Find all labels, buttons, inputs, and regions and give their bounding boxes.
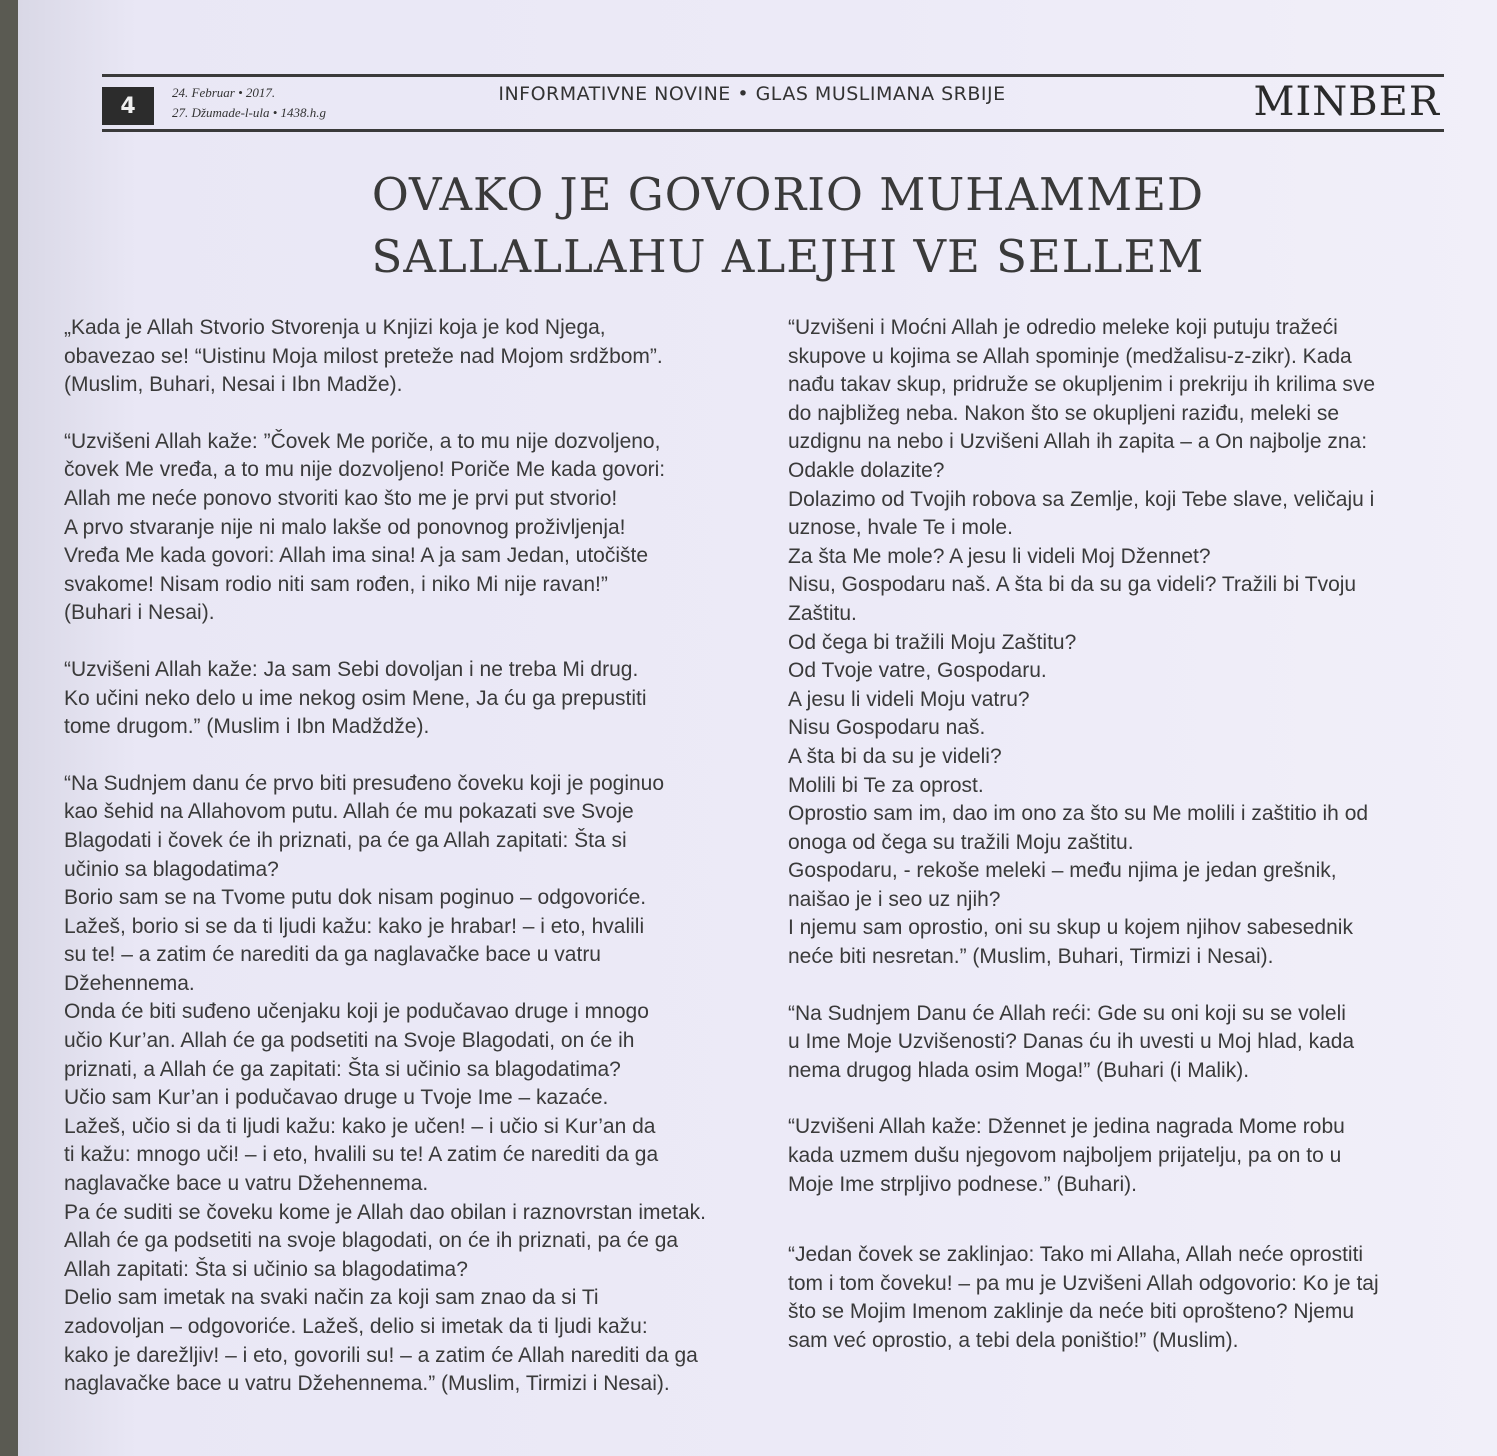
date-hijri: 27. Džumade-l-ula • 1438.h.g bbox=[172, 105, 327, 120]
masthead-tagline: INFORMATIVNE NOVINE • GLAS MUSLIMANA SRBIJE bbox=[498, 83, 1006, 105]
issue-date bbox=[172, 83, 392, 123]
date-gregorian: 24. Februar • 2017. bbox=[172, 85, 276, 100]
hadith-paragraph: „Kada je Allah Stvorio Stvorenja u Knjizi koja je kod Njega, obavezao se! “Uistinu Moja milost preteže nad Mojom srdžbom”. (Muslim, Buhari, Nesai i Ibn Madže). bbox=[64, 316, 663, 397]
hadith-paragraph: “Na Sudnjem danu će prvo biti presuđeno čoveku koji je poginuo kao šehid na Allahovom putu. Allah će mu pokazati sve Svoje Blagodati i čovek će ih priznati, pa će ga Allah zapitati: Šta si učinio sa blagodatima? Borio sam se na Tvome putu dok nisam poginuo – odgovoriće. Lažeš, borio si se da ti ljudi kažu: kako je hrabar! – i eto, hvalili su te! – a zatim će narediti da ga naglavačke bace u vatru Džehennema. Onda će biti suđeno učenjaku koji je podučavao druge i mnogo učio Kur’an. Allah će ga podsetiti na Svoje Blagodati, on će ih priznati, a Allah će ga zapitati: Šta si učinio sa blagodatima? Učio sam Kur’an i podučavao druge u Tvoje Ime – kazaće. Lažeš, učio si da ti ljudi kažu: kako je učen! – i učio si Kur’an da ti kažu: mnogo uči! – i eto, hvalili su te! A zatim će narediti da ga naglavačke bace u vatru Džehennema. Pa će suditi se čoveku kome je Allah dao obilan i raznovrstan imetak. Allah će ga podsetiti na svoje blagodati, on će ih priznati, pa će ga Allah zapitati: Šta si učinio sa blagodatima? Delio sam imetak na svaki način za koji sam znao da si Ti zadovoljan – odgovoriće. Lažeš, delio si imetak da ti ljudi kažu: kako je darežljiv! – i eto, govorili su! – a zatim će Allah narediti da ga naglavačke bace u vatru Džehennema.” (Muslim, Tirmizi i Nesai). bbox=[64, 771, 707, 1396]
page-number: 4 bbox=[102, 87, 154, 125]
hadith-paragraph: “Uzvišeni i Moćni Allah je odredio meleke koji putuju tražeći skupove u kojima se Allah spominje (medžalisu-z-zikr). Kada nađu takav skup, pridruže se okupljenim i prekriju ih krilima sve do najbližeg neba. Nakon što se okupljeni raziđu, meleki se uzdignu na nebo i Uzvišeni Allah ih zapita – a On najbolje zna: Odakle dolazite? Dolazimo od Tvojih robova sa Zemlje, koji Tebe slave, veličaju i uznose, hvale Te i mole. Za šta Me mole? A jesu li videli Moj Džennet? Nisu, Gospodaru naš. A šta bi da su ga videli? Tražili bi Tvoju Zaštitu. Od čega bi tražili Moju Zaštitu? Od Tvoje vatre, Gospodaru. A jesu li videli Moju vatru? Nisu Gospodaru naš. A šta bi da su je videli? Molili bi Te za oprost. Oprostio sam im, dao im ono za što su Me molili i zaštitio ih od onoga od čega su tražili Moju zaštitu. Gospodaru, - rekoše meleki – među njima je jedan grešnik, naišao je i seo uz njih? I njemu sam oprostio, oni su skup u kojem njihov sabesednik neće biti nesretan.” (Muslim, Buhari, Tirmizi i Nesai). bbox=[788, 316, 1376, 969]
page-header bbox=[102, 74, 1444, 132]
hadith-paragraph: “Uzvišeni Allah kaže: ”Čovek Me poriče, a to mu nije dozvoljeno, čovek Me vređa, a to mu nije dozvoljeno! Poriče Me kada govori: Allah me neće ponovo stvoriti kao što me je prvi put stvorio! A prvo stvaranje nije ni malo lakše od ponovnog proživljenja! Vređa Me kada govori: Allah ima sina! A ja sam Jedan, utočište svakome! Nisam rodio niti sam rođen, i niko Mi nije ravan!” (Buhari i Nesai). bbox=[64, 429, 666, 625]
newspaper-page bbox=[18, 0, 1497, 1456]
hadith-paragraph: “Uzvišeni Allah kaže: Ja sam Sebi dovoljan i ne treba Mi drug. Ko učini neko delo u ime nekog osim Mene, Ja ću ga prepustiti tome drugom.” (Muslim i Ibn Madždže). bbox=[64, 657, 647, 739]
right-column bbox=[788, 314, 1468, 1356]
brand-logo: MINBER bbox=[1253, 79, 1440, 125]
hadith-paragraph: “Na Sudnjem Danu će Allah reći: Gde su oni koji su se voleli u Ime Moje Uzvišenosti? Danas ću ih uvesti u Moj hlad, kada nema drugog hlada osim Moga!” (Buhari (i Malik). bbox=[788, 1001, 1355, 1082]
title-line-2: SALLALLAHU ALEJHI VE SELLEM bbox=[371, 230, 1205, 283]
hadith-paragraph: “Jedan čovek se zaklinjao: Tako mi Allaha, Allah neće oprostiti tom i tom čoveku! – pa mu je Uzvišeni Allah odgovorio: Ko je taj što se Mojim Imenom zaklinje da neće biti oprošteno? Njemu sam već oprostio, a tebi dela poništio!” (Muslim). bbox=[788, 1243, 1379, 1352]
hadith-paragraph: “Uzvišeni Allah kaže: Džennet je jedina nagrada Mome robu kada uzmem dušu njegovom najboljem prijatelju, pa on to u Moje Ime strpljivo podnese.” (Buhari). bbox=[788, 1115, 1345, 1196]
title-line-1: OVAKO JE GOVORIO MUHAMMED bbox=[371, 168, 1205, 221]
left-column bbox=[64, 314, 744, 1399]
article-title bbox=[178, 164, 1398, 288]
